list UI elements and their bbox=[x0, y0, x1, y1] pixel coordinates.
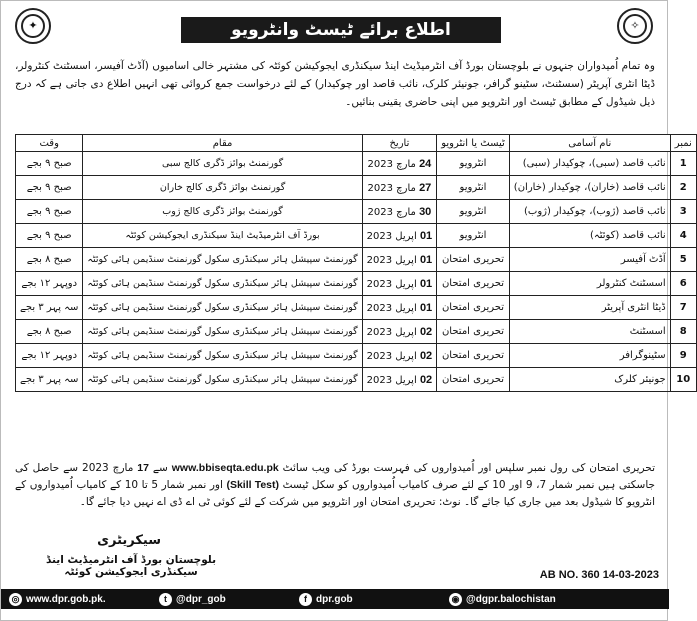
row-date bbox=[362, 296, 437, 320]
row-type: تحریری امتحان bbox=[437, 272, 510, 296]
row-date-day: 01 bbox=[419, 301, 433, 314]
notice-date: 17 bbox=[137, 462, 149, 474]
header-time: وقت bbox=[16, 135, 83, 152]
row-date-day: 02 bbox=[419, 349, 433, 362]
row-name: نائب قاصد (سبی)، چوکیدار (سبی) bbox=[509, 152, 670, 176]
notice-text-1: تحریری امتحان کی رول نمبر سلپس اور اُمیدواروں کی فہرست بورڈ کی ویب سائٹ bbox=[282, 462, 655, 474]
row-date-day: 30 bbox=[419, 205, 432, 218]
row-date-month: اپریل 2023 bbox=[366, 326, 417, 338]
row-num: 8 bbox=[670, 320, 696, 344]
header-date: تاریخ bbox=[362, 135, 437, 152]
row-type: تحریری امتحان bbox=[437, 296, 510, 320]
row-date bbox=[362, 152, 437, 176]
row-name: نائب قاصد (خاران)، چوکیدار (خاران) bbox=[509, 176, 670, 200]
notice-paragraph bbox=[15, 460, 655, 526]
notice-text-4: اور نمبر شمار 5 تا 10 کے کامیاب اُمیدواروں کے انٹرویو کا شیڈول بعد میں جاری کیا جائے گا۔ نوٹ: تحریری امتحان اور انٹرویو میں شرکت کے لئے کوئی ٹی اے ڈی اے نہیں دیا جائے گا۔ bbox=[15, 479, 655, 508]
row-type: انٹرویو bbox=[437, 152, 510, 176]
row-venue: گورنمنٹ بوائز ڈگری کالج ژوب bbox=[83, 200, 362, 224]
row-num: 7 bbox=[670, 296, 696, 320]
row-venue: گورنمنٹ سپیشل ہائر سیکنڈری سکول گورنمنٹ سنڈیمن ہائی کوئٹہ bbox=[83, 320, 362, 344]
row-venue: گورنمنٹ بوائز ڈگری کالج خاران bbox=[83, 176, 362, 200]
row-venue: گورنمنٹ سپیشل ہائر سیکنڈری سکول گورنمنٹ سنڈیمن ہائی کوئٹہ bbox=[83, 272, 362, 296]
row-time: سہ پہر ۳ بجے bbox=[16, 368, 83, 392]
social-facebook[interactable] bbox=[291, 589, 441, 609]
social-twitter-text: @dpr_gob bbox=[176, 593, 226, 605]
table-row bbox=[16, 272, 697, 296]
row-num: 4 bbox=[670, 224, 696, 248]
row-type: تحریری امتحان bbox=[437, 320, 510, 344]
row-num: 10 bbox=[670, 368, 696, 392]
row-date-day: 01 bbox=[419, 277, 433, 290]
row-num: 5 bbox=[670, 248, 696, 272]
row-date bbox=[362, 200, 437, 224]
board-name: بلوچستان بورڈ آف انٹرمیڈیٹ اینڈ سیکنڈری ایجوکیشن کوئٹہ bbox=[45, 554, 217, 578]
row-date-month: اپریل 2023 bbox=[366, 302, 417, 314]
row-type: انٹرویو bbox=[437, 176, 510, 200]
row-num: 3 bbox=[670, 200, 696, 224]
row-date-month: اپریل 2023 bbox=[366, 278, 417, 290]
row-name: سٹینوگرافر bbox=[509, 344, 670, 368]
ab-number: AB NO. 360 14-03-2023 bbox=[539, 569, 659, 581]
row-date-month: مارچ 2023 bbox=[367, 206, 416, 218]
row-date bbox=[362, 248, 437, 272]
table-row bbox=[16, 176, 697, 200]
row-name: نائب قاصد (ژوب)، چوکیدار (ژوب) bbox=[509, 200, 670, 224]
globe-icon: ◎ bbox=[9, 593, 22, 606]
header-name: نام آسامی bbox=[509, 135, 670, 152]
row-time: صبح ۹ بجے bbox=[16, 200, 83, 224]
social-website-text: www.dpr.gob.pk. bbox=[26, 593, 106, 605]
row-time: سہ پہر ۳ بجے bbox=[16, 296, 83, 320]
social-website[interactable] bbox=[1, 589, 151, 609]
row-date-day: 02 bbox=[419, 373, 433, 386]
social-twitter[interactable] bbox=[151, 589, 291, 609]
row-date bbox=[362, 320, 437, 344]
row-type: انٹرویو bbox=[437, 224, 510, 248]
row-name: آڈٹ آفیسر bbox=[509, 248, 670, 272]
notice-text-3: مارچ 2023 سے حاصل کی جاسکتی ہیں نمبر شمار 7، 9 اور 10 کے لئے صرف کامیاب اُمیدواروں کو سکل ٹیسٹ bbox=[15, 462, 656, 491]
social-bar bbox=[1, 589, 669, 609]
row-type: انٹرویو bbox=[437, 200, 510, 224]
instagram-icon: ◉ bbox=[449, 593, 462, 606]
row-date-day: 27 bbox=[419, 181, 432, 194]
row-time: دوپہر ۱۲ بجے bbox=[16, 344, 83, 368]
row-date bbox=[362, 224, 437, 248]
table-row bbox=[16, 152, 697, 176]
row-date-day: 01 bbox=[419, 229, 433, 242]
row-time: صبح ۸ بجے bbox=[16, 248, 83, 272]
row-date-month: اپریل 2023 bbox=[366, 374, 417, 386]
table-row bbox=[16, 200, 697, 224]
row-date-month: اپریل 2023 bbox=[366, 254, 417, 266]
row-time: صبح ۹ بجے bbox=[16, 224, 83, 248]
notice-text-2: سے bbox=[152, 462, 168, 474]
website-link[interactable]: www.bbiseqta.edu.pk bbox=[171, 462, 279, 474]
twitter-icon: t bbox=[159, 593, 172, 606]
row-date-month: مارچ 2023 bbox=[367, 182, 416, 194]
row-date-month: اپریل 2023 bbox=[366, 230, 417, 242]
right-seal-icon: ✧ bbox=[617, 8, 653, 44]
row-date-month: مارچ 2023 bbox=[367, 158, 416, 170]
header-venue: مقام bbox=[83, 135, 362, 152]
row-num: 1 bbox=[670, 152, 696, 176]
row-name: جونیئر کلرک bbox=[509, 368, 670, 392]
row-name: اسسٹنٹ bbox=[509, 320, 670, 344]
row-date-month: اپریل 2023 bbox=[366, 350, 417, 362]
row-venue: گورنمنٹ سپیشل ہائر سیکنڈری سکول گورنمنٹ سنڈیمن ہائی کوئٹہ bbox=[83, 368, 362, 392]
row-venue: بورڈ آف انٹرمیڈیٹ اینڈ سیکنڈری ایجوکیشن کوئٹہ bbox=[83, 224, 362, 248]
intro-paragraph: وہ تمام اُمیدواران جنہوں نے بلوچستان بورڈ آف انٹرمیڈیٹ اینڈ سیکنڈری ایجوکیشن کوئٹہ کی مشتہر خالی اسامیوں (آڈٹ آفیسر، اسسٹنٹ کنٹرولر، ڈیٹا انٹری آپریٹر (سسٹنٹ، سٹینو گرافر، جونیئر کلرک، نائب قاصد اور چوکیدار) کے لئے درخواست جمع کروائی تھی انہیں اطلاع دی جاتی ہے کہ درج ذیل شیڈول کے مطابق ٹیسٹ اور انٹرویو میں اپنی حاضری یقینی بنائیں۔ bbox=[15, 60, 655, 108]
row-date bbox=[362, 344, 437, 368]
facebook-icon: f bbox=[299, 593, 312, 606]
header-type: ٹیسٹ یا انٹرویو bbox=[437, 135, 510, 152]
row-num: 9 bbox=[670, 344, 696, 368]
row-time: صبح ۸ بجے bbox=[16, 320, 83, 344]
row-num: 2 bbox=[670, 176, 696, 200]
row-name: نائب قاصد (کوئٹہ) bbox=[509, 224, 670, 248]
header-num: نمبر bbox=[670, 135, 696, 152]
row-venue: گورنمنٹ سپیشل ہائر سیکنڈری سکول گورنمنٹ سنڈیمن ہائی کوئٹہ bbox=[83, 296, 362, 320]
page-title: اطلاع برائے ٹیسٹ وانٹرویو bbox=[181, 17, 501, 43]
secretary-title: سیکریٹری bbox=[97, 533, 161, 548]
social-instagram[interactable] bbox=[441, 589, 669, 609]
row-date-day: 01 bbox=[419, 253, 433, 266]
schedule-table bbox=[15, 134, 697, 392]
row-name: ڈیٹا انٹری آپریٹر bbox=[509, 296, 670, 320]
table-row bbox=[16, 296, 697, 320]
row-time: دوپہر ۱۲ بجے bbox=[16, 272, 83, 296]
table-row bbox=[16, 344, 697, 368]
row-date-day: 24 bbox=[419, 157, 432, 170]
social-facebook-text: dpr.gob bbox=[316, 593, 353, 605]
table-row bbox=[16, 224, 697, 248]
left-seal-icon: ✦ bbox=[15, 8, 51, 44]
row-date bbox=[362, 176, 437, 200]
skill-test-label: (Skill Test) bbox=[226, 479, 280, 491]
row-date bbox=[362, 368, 437, 392]
table-row bbox=[16, 248, 697, 272]
row-venue: گورنمنٹ سپیشل ہائر سیکنڈری سکول گورنمنٹ سنڈیمن ہائی کوئٹہ bbox=[83, 344, 362, 368]
row-date bbox=[362, 272, 437, 296]
row-time: صبح ۹ بجے bbox=[16, 176, 83, 200]
table-header-row bbox=[16, 135, 697, 152]
row-venue: گورنمنٹ سپیشل ہائر سیکنڈری سکول گورنمنٹ سنڈیمن ہائی کوئٹہ bbox=[83, 248, 362, 272]
row-type: تحریری امتحان bbox=[437, 344, 510, 368]
row-venue: گورنمنٹ بوائز ڈگری کالج سبی bbox=[83, 152, 362, 176]
table-row bbox=[16, 368, 697, 392]
row-date-day: 02 bbox=[419, 325, 433, 338]
row-type: تحریری امتحان bbox=[437, 368, 510, 392]
row-type: تحریری امتحان bbox=[437, 248, 510, 272]
row-time: صبح ۹ بجے bbox=[16, 152, 83, 176]
table-row bbox=[16, 320, 697, 344]
row-name: اسسٹنٹ کنٹرولر bbox=[509, 272, 670, 296]
row-num: 6 bbox=[670, 272, 696, 296]
social-instagram-text: @dgpr.balochistan bbox=[466, 593, 556, 605]
